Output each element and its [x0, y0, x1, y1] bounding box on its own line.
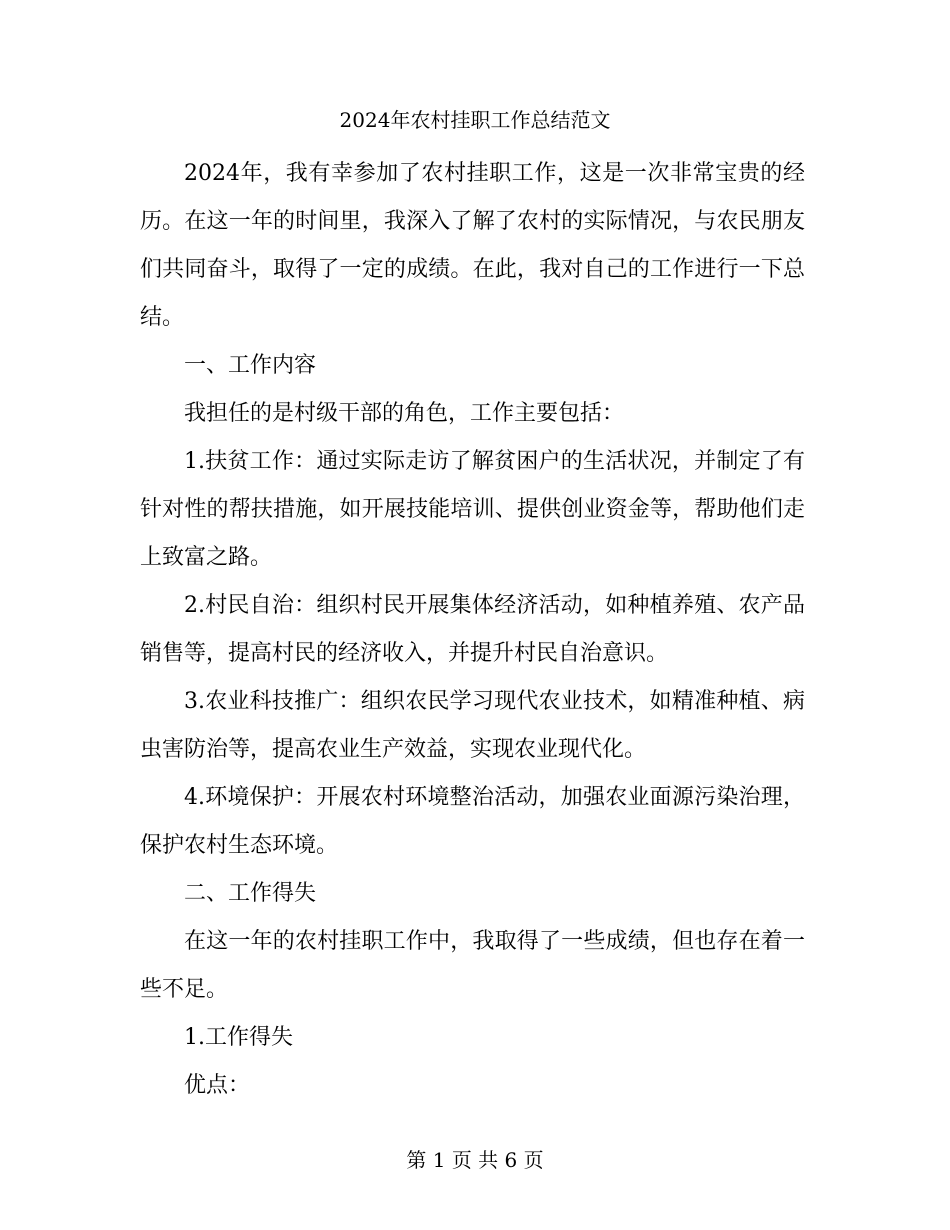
list-item-agri-tech: 3.农业科技推广：组织农民学习现代农业技术，如精准种植、病虫害防治等，提高农业生产效益，实现农业现代化。	[140, 689, 805, 762]
document-title: 2024年农村挂职工作总结范文	[339, 108, 611, 132]
document-body	[140, 150, 805, 1110]
paragraph-intro: 2024年，我有幸参加了农村挂职工作，这是一次非常宝贵的经历。在这一年的时间里，我深入了解了农村的实际情况，与农民朋友们共同奋斗，取得了一定的成绩。在此，我对自己的工作进行一下总结。	[140, 161, 805, 330]
list-item-poverty-alleviation: 1.扶贫工作：通过实际走访了解贫困户的生活状况，并制定了有针对性的帮扶措施，如开展技能培训、提供创业资金等，帮助他们走上致富之路。	[140, 449, 805, 570]
subheading-gains-losses: 1.工作得失	[184, 1025, 293, 1050]
list-item-environment: 4.环境保护：开展农村环境整治活动，加强农业面源污染治理，保护农村生态环境。	[140, 785, 805, 858]
section-heading-gains-losses: 二、工作得失	[184, 881, 317, 906]
page-footer: 第 1 页 共 6 页	[406, 1148, 544, 1172]
paragraph-gains-intro: 在这一年的农村挂职工作中，我取得了一些成绩，但也存在着一些不足。	[140, 929, 805, 1002]
subheading-advantages: 优点：	[184, 1073, 251, 1098]
section-heading-work-content: 一、工作内容	[184, 353, 317, 378]
list-item-villager-autonomy: 2.村民自治：组织村民开展集体经济活动，如种植养殖、农产品销售等，提高村民的经济收入，并提升村民自治意识。	[140, 593, 805, 666]
paragraph-role: 我担任的是村级干部的角色，工作主要包括：	[184, 401, 625, 426]
